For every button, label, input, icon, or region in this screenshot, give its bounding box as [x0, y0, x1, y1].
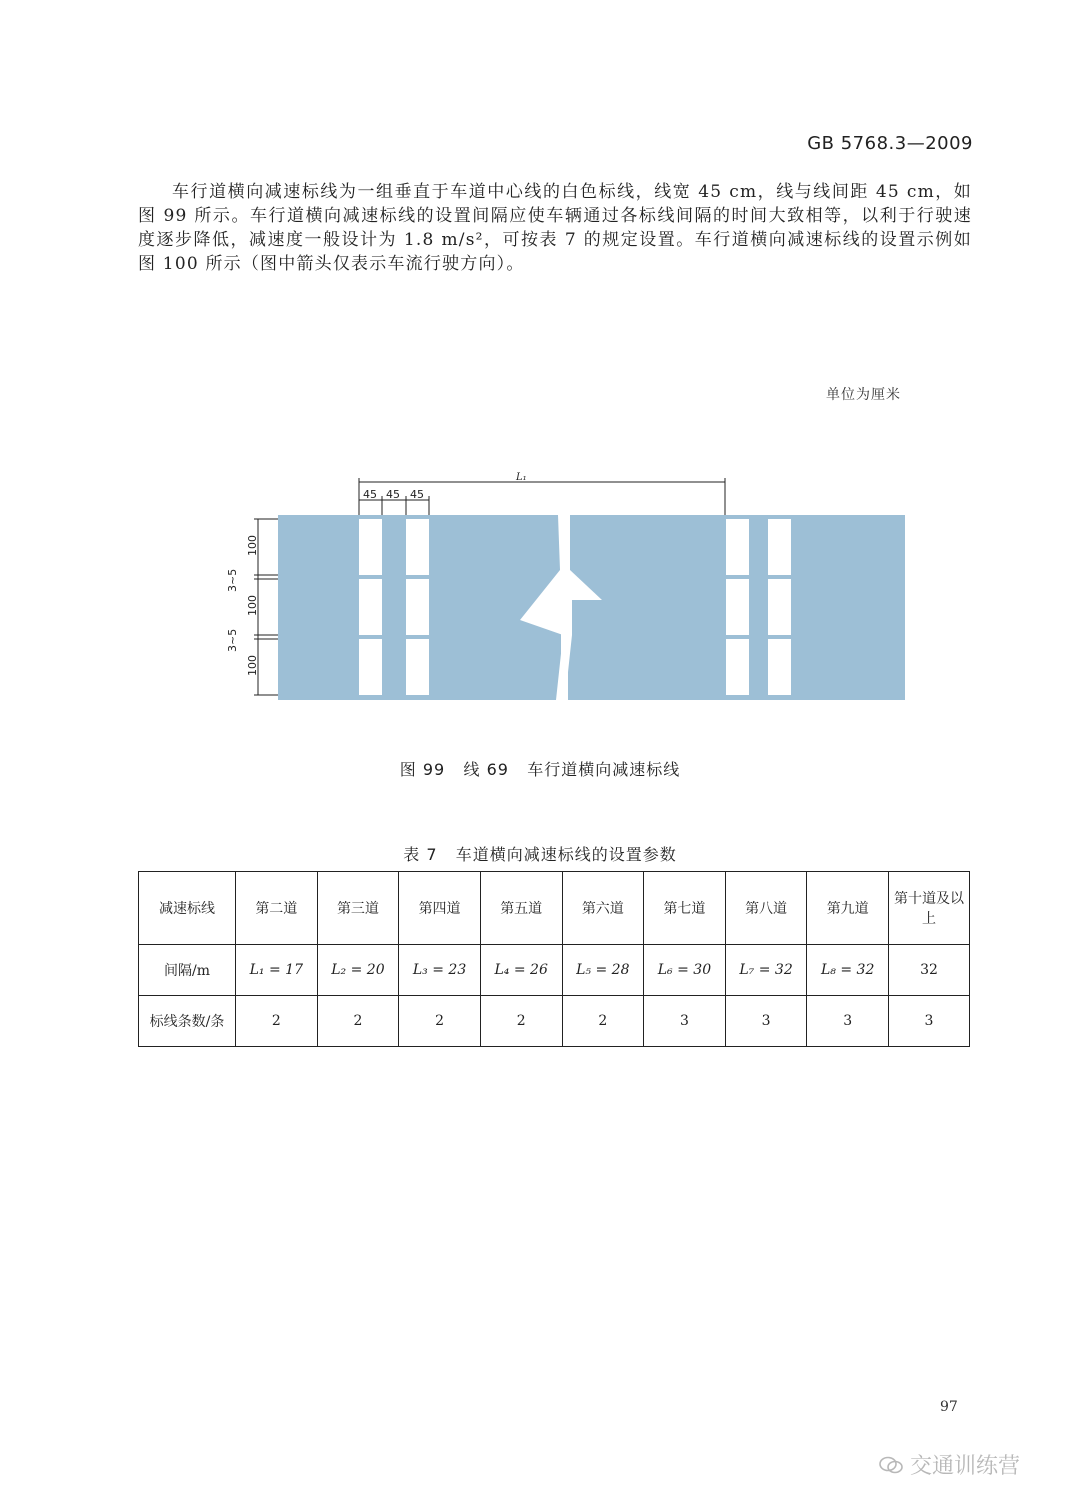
- table-cell: 3: [644, 996, 726, 1047]
- wechat-icon: [878, 1455, 904, 1475]
- table-cell: L₁ = 17: [236, 945, 318, 996]
- dim-gap-b: 3~5: [226, 628, 239, 652]
- table-cell: 2: [480, 996, 562, 1047]
- table-header-cell: 第八道: [725, 872, 807, 945]
- table-cell: L₈ = 32: [807, 945, 889, 996]
- table-cell: 3: [725, 996, 807, 1047]
- table-cell: 2: [317, 996, 399, 1047]
- table-cell: 2: [562, 996, 644, 1047]
- table-header-cell: 第五道: [480, 872, 562, 945]
- stripe: [726, 579, 749, 635]
- stripe: [406, 579, 429, 635]
- table-header-cell: 第六道: [562, 872, 644, 945]
- stripe: [359, 519, 382, 575]
- table-cell: 32: [889, 945, 970, 996]
- dim-100-c: 100: [246, 655, 259, 676]
- table-cell: 2: [399, 996, 481, 1047]
- table-cell: L₄ = 26: [480, 945, 562, 996]
- table-cell: L₅ = 28: [562, 945, 644, 996]
- stripe: [768, 519, 791, 575]
- table-row-label: 间隔/m: [139, 945, 236, 996]
- stripe: [726, 519, 749, 575]
- table-row-label: 标线条数/条: [139, 996, 236, 1047]
- table-cell: 3: [889, 996, 970, 1047]
- table-header-row: [139, 872, 970, 945]
- dim-45-b: 45: [386, 488, 400, 501]
- table-cell: 3: [807, 996, 889, 1047]
- figure-caption: 图 99 线 69 车行道横向减速标线: [399, 760, 681, 779]
- dim-45-c: 45: [410, 488, 424, 501]
- table-row-count: [139, 996, 970, 1047]
- page-number: 97: [940, 1399, 958, 1415]
- dim-100-b: 100: [246, 595, 259, 616]
- table-cell: L₇ = 32: [725, 945, 807, 996]
- table-cell: L₆ = 30: [644, 945, 726, 996]
- dim-100-a: 100: [246, 535, 259, 556]
- table-header-cell: 第十道及以上: [889, 872, 970, 945]
- stripe: [359, 639, 382, 695]
- standard-code: GB 5768.3—2009: [807, 133, 973, 154]
- table-cell: L₂ = 20: [317, 945, 399, 996]
- stripe: [768, 579, 791, 635]
- stripe: [768, 639, 791, 695]
- table-header-cell: 第三道: [317, 872, 399, 945]
- table-title: 表 7 车道横向减速标线的设置参数: [403, 845, 677, 864]
- table-cell: 2: [236, 996, 318, 1047]
- deceleration-marking-figure: [220, 470, 920, 710]
- table-cell: L₃ = 23: [399, 945, 481, 996]
- stripe: [359, 579, 382, 635]
- watermark-text: 交通训练营: [910, 1454, 1021, 1479]
- watermark: [878, 1449, 1020, 1480]
- table-header-cell: 减速标线: [139, 872, 236, 945]
- stripe: [406, 639, 429, 695]
- table-header-cell: 第七道: [644, 872, 726, 945]
- unit-note: 单位为厘米: [826, 387, 901, 403]
- table-header-cell: 第九道: [807, 872, 889, 945]
- dim-l1-label: L₁: [516, 472, 527, 483]
- stripe: [406, 519, 429, 575]
- stripe: [726, 639, 749, 695]
- dim-45-a: 45: [363, 488, 377, 501]
- table-header-cell: 第四道: [399, 872, 481, 945]
- dim-gap-a: 3~5: [226, 568, 239, 592]
- figure-drawing: [220, 470, 920, 710]
- table-row-interval: [139, 945, 970, 996]
- body-paragraph: 车行道横向减速标线为一组垂直于车道中心线的白色标线，线宽 45 cm，线与线间距 45 cm，如图 99 所示。车行道横向减速标线的设置间隔应使车辆通过各标线间隔的时间大致相等，以利于行驶速度逐步降低，减速度一般设计为 1.8 m/s²，可按表 7 的规定设置。车行道横向减速标线的设置示例如图 100 所示（图中箭头仅表示车流行驶方向）。: [138, 182, 972, 274]
- table-header-cell: 第二道: [236, 872, 318, 945]
- parameter-table: [138, 871, 970, 1047]
